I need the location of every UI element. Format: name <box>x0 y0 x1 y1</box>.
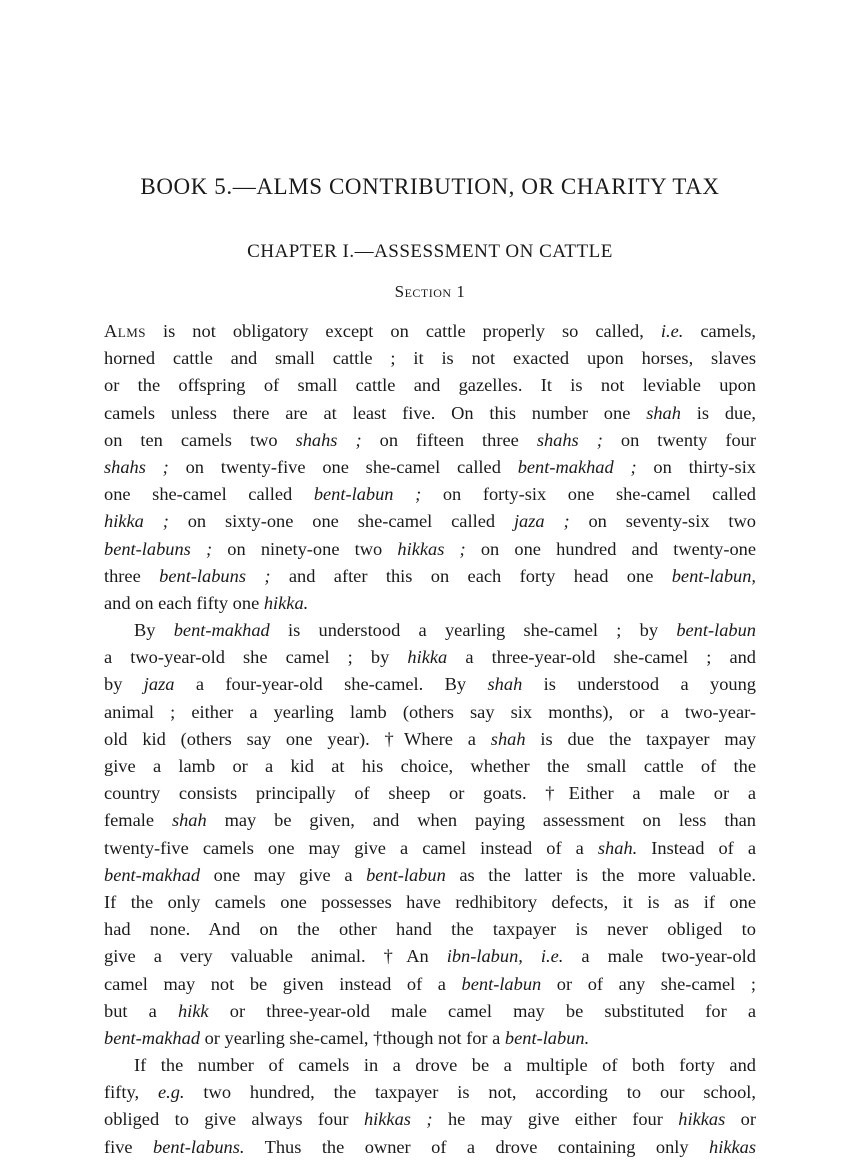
text-run: give a very valuable animal. †An <box>104 946 447 967</box>
italic-term: hikk <box>177 1000 209 1021</box>
text-line <box>104 508 756 535</box>
text-run: five <box>104 1136 154 1157</box>
italic-term: jaza ; <box>513 511 570 532</box>
text-run: by <box>104 674 144 695</box>
text-run: may be given, and when paying assessment on less than <box>206 810 757 831</box>
italic-term: bent-labun <box>366 864 446 885</box>
text-line <box>104 726 756 753</box>
italic-term: shah <box>646 402 681 423</box>
text-line <box>104 971 756 998</box>
text-run: or yearling she-camel, †though not for a <box>200 1027 505 1048</box>
italic-term: bent-labuns ; <box>104 538 213 559</box>
book-title: BOOK 5.—ALMS CONTRIBUTION, OR CHARITY TAX <box>140 174 720 199</box>
italic-term: bent-labun <box>461 973 542 994</box>
text-run: a male two-year-old <box>563 946 756 967</box>
text-line <box>104 699 756 726</box>
italic-term: ibn-labun, i.e. <box>446 946 564 967</box>
text-line <box>104 807 756 834</box>
text-run: obliged to give always four <box>104 1109 364 1130</box>
italic-term: shah <box>490 728 526 749</box>
text-run: or three-year-old male camel may be substituted for a <box>208 1000 756 1021</box>
paragraph <box>104 1052 756 1161</box>
text-run: give a lamb or a kid at his choice, whether the small cattle of the <box>104 756 756 776</box>
paragraph <box>104 318 756 617</box>
text-line <box>104 943 756 970</box>
text-line <box>104 835 756 862</box>
text-line <box>104 998 756 1025</box>
italic-term: bent-labun. <box>504 1027 590 1048</box>
text-run: on forty-six one she-camel called <box>421 484 757 505</box>
text-line <box>104 563 756 590</box>
text-line <box>104 1134 756 1161</box>
text-run: a three-year-old she-camel ; and <box>447 647 756 668</box>
text-run: country consists principally of sheep or goats. †Either a male or a <box>104 783 756 804</box>
text-run: camels unless there are at least five. On this number one <box>104 402 647 423</box>
text-run: on ten camels two <box>104 429 296 450</box>
text-line <box>104 644 756 671</box>
text-run: By <box>134 620 174 641</box>
text-run: a four-year-old she-camel. By <box>174 674 488 695</box>
text-run: as the latter is the more valuable. <box>445 864 756 885</box>
text-line <box>104 1025 756 1052</box>
text-run: one she-camel called <box>104 484 314 505</box>
text-run: on thirty-six <box>636 456 756 477</box>
text-run: horned cattle and small cattle ; it is not exacted upon horses, slaves <box>104 348 756 369</box>
text-run: animal ; either a yearling lamb (others say six months), or a two-year- <box>104 701 756 722</box>
italic-term: bent-labun, <box>671 565 757 586</box>
text-line <box>104 318 756 345</box>
text-run: or the offspring of small cattle and gazelles. It is not leviable upon <box>104 375 756 396</box>
italic-term: jaza <box>143 674 175 695</box>
text-run: camel may not be given instead of a <box>104 973 462 994</box>
text-line <box>104 1079 756 1106</box>
text-run: Thus the owner of a drove containing only <box>244 1136 710 1157</box>
text-run: is due the taxpayer may <box>525 728 756 749</box>
text-line <box>104 862 756 889</box>
text-run: had none. And on the other hand the taxpayer is never obliged to <box>104 919 756 940</box>
text-line <box>104 1052 756 1079</box>
text-run: on twenty four <box>602 429 756 450</box>
text-run: on sixty-one one she-camel called <box>168 511 514 532</box>
text-line <box>104 916 756 943</box>
text-run: or of any she-camel ; <box>541 973 756 994</box>
italic-term: bent-makhad <box>104 1027 201 1048</box>
body-text <box>104 318 756 1161</box>
text-run: two hundred, the taxpayer is not, according to our school, <box>184 1082 756 1103</box>
italic-term: shah <box>487 674 523 695</box>
text-run: on ninety-one two <box>212 538 398 559</box>
text-run: on one hundred and twenty-one <box>465 538 756 559</box>
section-title: Section 1 <box>394 282 466 301</box>
italic-term: hikka. <box>263 592 309 613</box>
text-run: but a <box>104 1000 178 1021</box>
italic-term: shahs ; <box>295 429 362 450</box>
text-run: camels, <box>683 321 756 341</box>
text-line <box>104 590 756 617</box>
italic-term: shah. <box>597 837 638 858</box>
text-run: twenty-five camels one may give a camel instead of a <box>104 837 598 858</box>
italic-term: i.e. <box>660 321 684 341</box>
text-line <box>104 671 756 698</box>
italic-term: bent-labun <box>676 620 757 641</box>
text-line <box>104 617 756 644</box>
italic-term: hikka <box>407 647 448 668</box>
text-line <box>104 753 756 780</box>
text-run: is understood a yearling she-camel ; by <box>269 620 677 641</box>
italic-term: hikkas <box>678 1109 726 1130</box>
text-run: or <box>725 1109 756 1130</box>
text-line <box>104 780 756 807</box>
chapter-title: CHAPTER I.—ASSESSMENT ON CATTLE <box>247 241 613 262</box>
italic-term: bent-labun ; <box>313 484 422 505</box>
text-run: If the number of camels in a drove be a multiple of both forty and <box>134 1055 756 1076</box>
text-run: one may give a <box>200 864 367 885</box>
paragraph <box>104 617 756 1052</box>
text-run: If the only camels one possesses have redhibitory defects, it is as if one <box>104 891 756 912</box>
italic-term: shah <box>171 810 207 831</box>
italic-term: shahs ; <box>536 429 603 450</box>
text-run: female <box>104 810 172 831</box>
text-run: on seventy-six two <box>569 511 756 532</box>
italic-term: hikkas ; <box>363 1109 433 1130</box>
text-line <box>104 889 756 916</box>
text-run: and on each fifty one <box>104 592 264 613</box>
text-run: on fifteen three <box>361 429 537 450</box>
text-line <box>104 1106 756 1133</box>
italic-term: hikka ; <box>104 511 169 532</box>
italic-term: bent-makhad <box>173 620 270 641</box>
italic-term: bent-labuns. <box>153 1136 245 1157</box>
text-run: is due, <box>680 402 756 423</box>
text-run: old kid (others say one year). †Where a <box>104 728 491 749</box>
text-run: he may give either four <box>432 1109 679 1130</box>
text-run: on twenty-five one she-camel called <box>168 456 518 477</box>
text-run: is not obligatory except on cattle properly so called, <box>146 321 661 341</box>
text-run: Alms <box>104 321 147 341</box>
text-line <box>104 481 756 508</box>
text-line <box>104 454 756 481</box>
italic-term: bent-labuns ; <box>159 565 271 586</box>
text-run: Instead of a <box>637 837 756 858</box>
text-run: three <box>104 565 160 586</box>
text-run: a two-year-old she camel ; by <box>104 647 408 668</box>
italic-term: bent-makhad ; <box>517 456 637 477</box>
italic-term: hikkas ; <box>397 538 466 559</box>
text-line <box>104 345 756 372</box>
italic-term: bent-makhad <box>104 864 201 885</box>
italic-term: shahs ; <box>104 456 169 477</box>
italic-term: e.g. <box>157 1082 185 1103</box>
text-line <box>104 427 756 454</box>
text-run: fifty, <box>104 1082 158 1103</box>
italic-term: hikkas <box>709 1136 756 1157</box>
text-run: and after this on each forty head one <box>270 565 672 586</box>
text-run: is understood a young <box>522 674 756 695</box>
text-line <box>104 400 756 427</box>
text-line <box>104 536 756 563</box>
text-line <box>104 372 756 399</box>
